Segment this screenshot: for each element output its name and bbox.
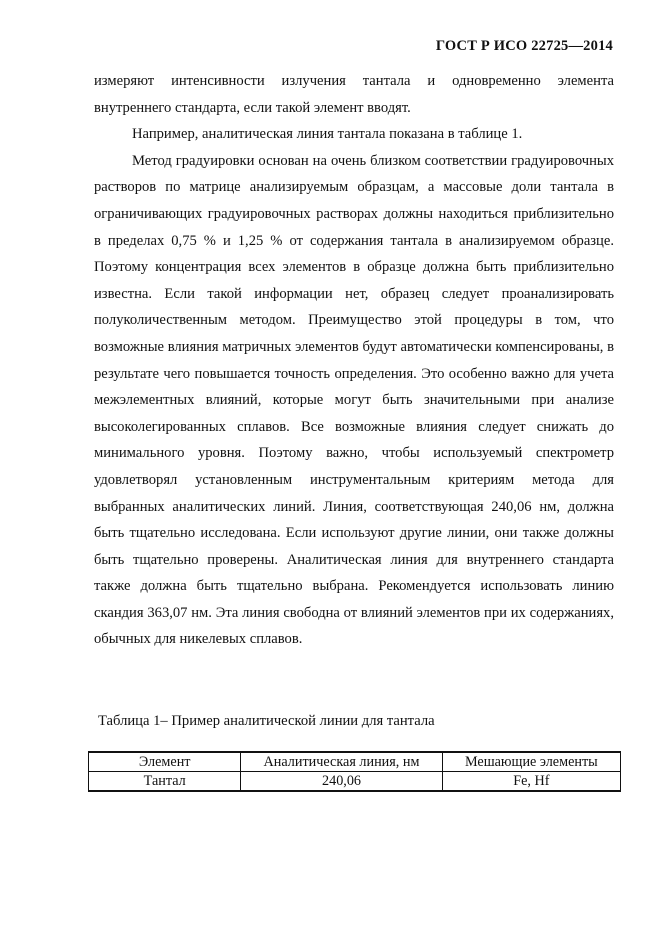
paragraph-calibration-method: Метод градуировки основан на очень близком соответствии градуировочных растворов по матрице анализируемым образцам, а массовые доли тантала в ограничивающих градуировочных растворах должны находиться приблизительно в пределах 0,75 % и 1,25 % от содержания тантала в анализируемом образце. Поэтому концентрация всех элементов в образце должна быть приблизительно известна. Если такой информации нет, образец следует проанализировать полуколичественным методом. Преимущество этой процедуры в том, что возможные влияния матричных элементов будут автоматически компенсированы, в результате чего повышается точность определения. Это особенно важно для учета межэлементных влияний, которые могут быть значительными при анализе высоколегированных сплавов. Все возможные влияния следует снижать до минимального уровня. Поэтому важно, чтобы используемый спектрометр удовлетворял установленным инструментальным критериям метода для выбранных аналитических линий. Линия, соответствующая 240,06 нм, должна быть тщательно исследована. Если используют другие линии, они также должны быть тщательно проверены. Аналитическая линия для внутреннего стандарта также должна быть тщательно выбрана. Рекомендуется использовать линию скандия 363,07 нм. Эта линия свободна от влияний элементов при их содержаниях, обычных для никелевых сплавов. [94, 152, 614, 648]
table-row [89, 772, 621, 792]
table-caption: Таблица 1– Пример аналитической линии для тантала [98, 713, 435, 729]
analytical-line-table [88, 751, 621, 792]
column-header-analytical-line: Аналитическая линия, нм [241, 752, 442, 772]
body-text [94, 68, 614, 653]
paragraph-continuation: измеряют интенсивности излучения тантала и одновременно элемента внутреннего стандарта, если такой элемент вводят. [94, 73, 614, 116]
column-header-interfering-elements: Мешающие элементы [442, 752, 620, 772]
column-header-element: Элемент [89, 752, 241, 772]
cell-element: Тантал [89, 772, 241, 792]
document-header: ГОСТ Р ИСО 22725—2014 [435, 38, 613, 54]
paragraph-example: Например, аналитическая линия тантала показана в таблице 1. [132, 126, 523, 143]
cell-interfering-elements: Fe, Hf [442, 772, 620, 792]
cell-analytical-line: 240,06 [241, 772, 442, 792]
table-header-row [89, 752, 621, 772]
